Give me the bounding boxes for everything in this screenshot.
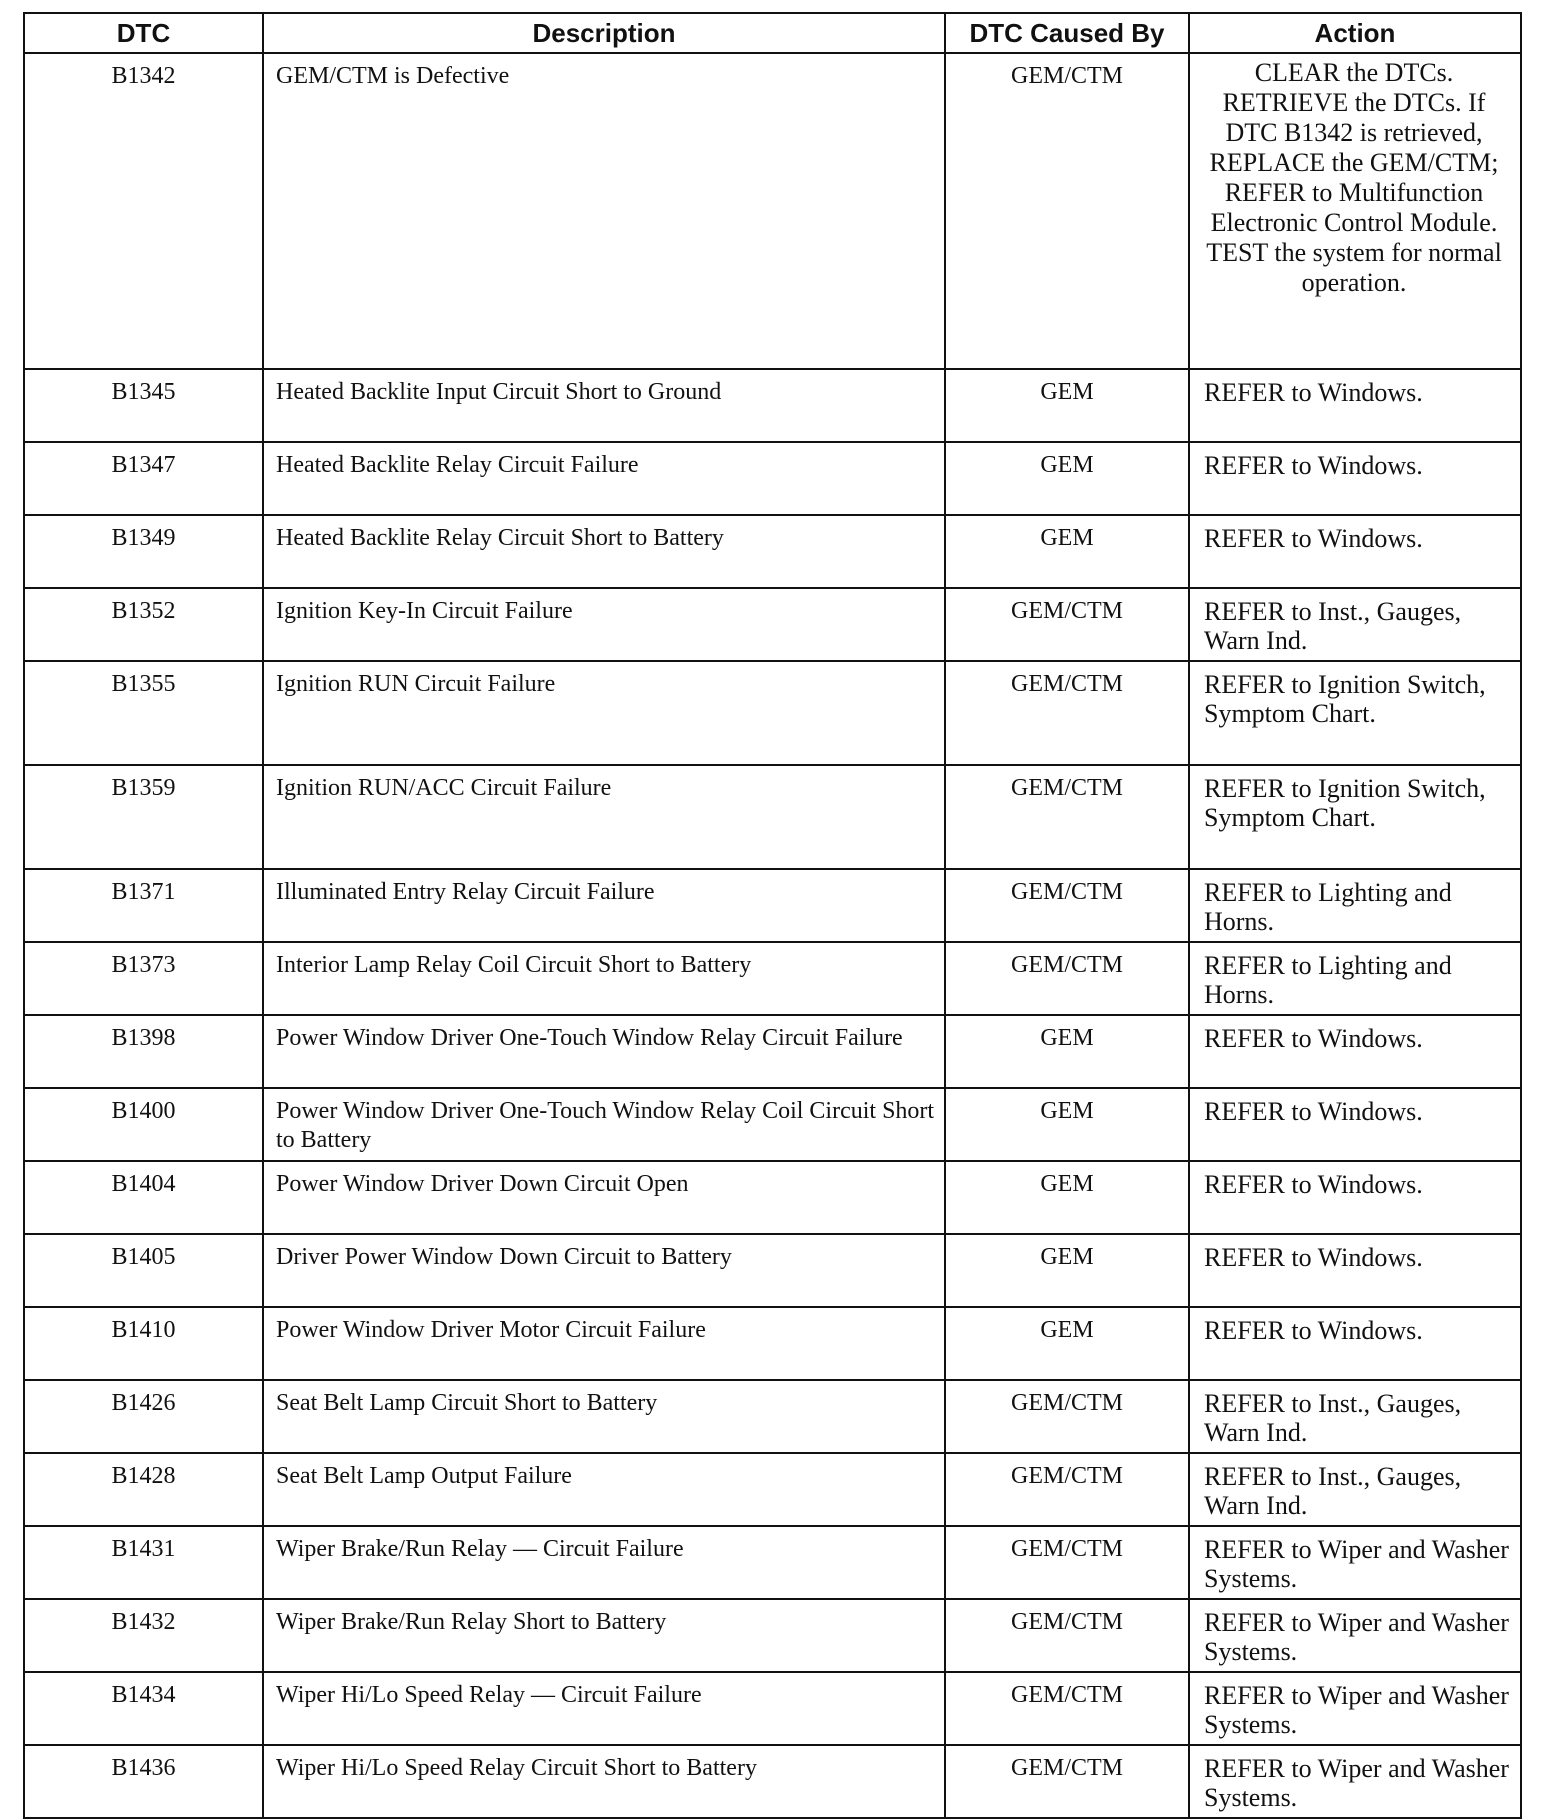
action-cell: REFER to Windows.: [1189, 1307, 1521, 1380]
action-cell: REFER to Wiper and Washer Systems.: [1189, 1745, 1521, 1818]
caused-by-cell: GEM: [945, 1307, 1189, 1380]
dtc-table: [23, 12, 1522, 1819]
caused-by-cell: GEM/CTM: [945, 765, 1189, 869]
action-cell: REFER to Windows.: [1189, 1088, 1521, 1161]
dtc-cell: B1347: [24, 442, 263, 515]
description-cell: Power Window Driver Down Circuit Open: [263, 1161, 945, 1234]
dtc-cell: B1352: [24, 588, 263, 661]
header-row: [24, 13, 1521, 53]
action-cell: REFER to Wiper and Washer Systems.: [1189, 1672, 1521, 1745]
caused-by-cell: GEM/CTM: [945, 1380, 1189, 1453]
action-cell: REFER to Inst., Gauges, Warn Ind.: [1189, 1380, 1521, 1453]
dtc-cell: B1355: [24, 661, 263, 765]
caused-by-cell: GEM/CTM: [945, 1672, 1189, 1745]
dtc-cell: B1349: [24, 515, 263, 588]
description-cell: Driver Power Window Down Circuit to Battery: [263, 1234, 945, 1307]
action-cell: REFER to Wiper and Washer Systems.: [1189, 1526, 1521, 1599]
description-cell: Heated Backlite Relay Circuit Failure: [263, 442, 945, 515]
dtc-cell: B1359: [24, 765, 263, 869]
caused-by-cell: GEM: [945, 442, 1189, 515]
action-cell: REFER to Ignition Switch, Symptom Chart.: [1189, 661, 1521, 765]
table-row: [24, 442, 1521, 515]
description-cell: Power Window Driver One-Touch Window Relay Circuit Failure: [263, 1015, 945, 1088]
caused-by-cell: GEM/CTM: [945, 1526, 1189, 1599]
caused-by-cell: GEM: [945, 1234, 1189, 1307]
dtc-cell: B1405: [24, 1234, 263, 1307]
caused-by-cell: GEM/CTM: [945, 588, 1189, 661]
description-cell: Wiper Hi/Lo Speed Relay — Circuit Failure: [263, 1672, 945, 1745]
table-row: [24, 765, 1521, 869]
dtc-cell: B1432: [24, 1599, 263, 1672]
description-cell: Ignition RUN Circuit Failure: [263, 661, 945, 765]
table-row: [24, 1380, 1521, 1453]
action-cell: CLEAR the DTCs. RETRIEVE the DTCs. If DTC B1342 is retrieved, REPLACE the GEM/CTM; REFER to Multifunction Electronic Control Module. TEST the system for normal operation.: [1189, 53, 1521, 369]
table-row: [24, 1234, 1521, 1307]
dtc-cell: B1436: [24, 1745, 263, 1818]
dtc-cell: B1426: [24, 1380, 263, 1453]
description-cell: Heated Backlite Input Circuit Short to Ground: [263, 369, 945, 442]
caused-by-cell: GEM: [945, 1015, 1189, 1088]
caused-by-cell: GEM/CTM: [945, 1453, 1189, 1526]
table-row: [24, 1745, 1521, 1818]
table-row: [24, 1161, 1521, 1234]
dtc-cell: B1345: [24, 369, 263, 442]
action-cell: REFER to Lighting and Horns.: [1189, 942, 1521, 1015]
description-cell: Seat Belt Lamp Output Failure: [263, 1453, 945, 1526]
description-cell: Ignition Key-In Circuit Failure: [263, 588, 945, 661]
table-row: [24, 942, 1521, 1015]
table-row: [24, 515, 1521, 588]
dtc-cell: B1342: [24, 53, 263, 369]
header-action: Action: [1189, 13, 1521, 53]
dtc-cell: B1434: [24, 1672, 263, 1745]
table-row: [24, 1307, 1521, 1380]
action-cell: REFER to Inst., Gauges, Warn Ind.: [1189, 1453, 1521, 1526]
caused-by-cell: GEM: [945, 1161, 1189, 1234]
table-row: [24, 53, 1521, 369]
caused-by-cell: GEM: [945, 1088, 1189, 1161]
action-cell: REFER to Windows.: [1189, 369, 1521, 442]
caused-by-cell: GEM/CTM: [945, 869, 1189, 942]
description-cell: Wiper Brake/Run Relay Short to Battery: [263, 1599, 945, 1672]
description-cell: Heated Backlite Relay Circuit Short to Battery: [263, 515, 945, 588]
description-cell: Ignition RUN/ACC Circuit Failure: [263, 765, 945, 869]
caused-by-cell: GEM: [945, 515, 1189, 588]
caused-by-cell: GEM/CTM: [945, 53, 1189, 369]
table-row: [24, 661, 1521, 765]
action-cell: REFER to Windows.: [1189, 1015, 1521, 1088]
description-cell: Wiper Hi/Lo Speed Relay Circuit Short to Battery: [263, 1745, 945, 1818]
table-row: [24, 588, 1521, 661]
caused-by-cell: GEM/CTM: [945, 1599, 1189, 1672]
dtc-cell: B1398: [24, 1015, 263, 1088]
dtc-cell: B1431: [24, 1526, 263, 1599]
caused-by-cell: GEM/CTM: [945, 1745, 1189, 1818]
caused-by-cell: GEM: [945, 369, 1189, 442]
description-cell: Seat Belt Lamp Circuit Short to Battery: [263, 1380, 945, 1453]
action-cell: REFER to Windows.: [1189, 1234, 1521, 1307]
description-cell: Power Window Driver One-Touch Window Relay Coil Circuit Short to Battery: [263, 1088, 945, 1161]
action-cell: REFER to Wiper and Washer Systems.: [1189, 1599, 1521, 1672]
dtc-cell: B1410: [24, 1307, 263, 1380]
table-row: [24, 1599, 1521, 1672]
action-cell: REFER to Inst., Gauges, Warn Ind.: [1189, 588, 1521, 661]
caused-by-cell: GEM/CTM: [945, 942, 1189, 1015]
table-row: [24, 869, 1521, 942]
action-cell: REFER to Ignition Switch, Symptom Chart.: [1189, 765, 1521, 869]
description-cell: Interior Lamp Relay Coil Circuit Short to Battery: [263, 942, 945, 1015]
header-description: Description: [263, 13, 945, 53]
action-cell: REFER to Windows.: [1189, 442, 1521, 515]
caused-by-cell: GEM/CTM: [945, 661, 1189, 765]
description-cell: Wiper Brake/Run Relay — Circuit Failure: [263, 1526, 945, 1599]
header-dtc: DTC: [24, 13, 263, 53]
dtc-cell: B1428: [24, 1453, 263, 1526]
table-row: [24, 1088, 1521, 1161]
action-cell: REFER to Windows.: [1189, 515, 1521, 588]
action-cell: REFER to Windows.: [1189, 1161, 1521, 1234]
table-row: [24, 369, 1521, 442]
description-cell: Illuminated Entry Relay Circuit Failure: [263, 869, 945, 942]
description-cell: Power Window Driver Motor Circuit Failure: [263, 1307, 945, 1380]
dtc-cell: B1373: [24, 942, 263, 1015]
dtc-cell: B1404: [24, 1161, 263, 1234]
table-row: [24, 1015, 1521, 1088]
table-row: [24, 1672, 1521, 1745]
table-row: [24, 1526, 1521, 1599]
action-cell: REFER to Lighting and Horns.: [1189, 869, 1521, 942]
header-caused-by: DTC Caused By: [945, 13, 1189, 53]
dtc-cell: B1400: [24, 1088, 263, 1161]
description-cell: GEM/CTM is Defective: [263, 53, 945, 369]
table-row: [24, 1453, 1521, 1526]
dtc-cell: B1371: [24, 869, 263, 942]
